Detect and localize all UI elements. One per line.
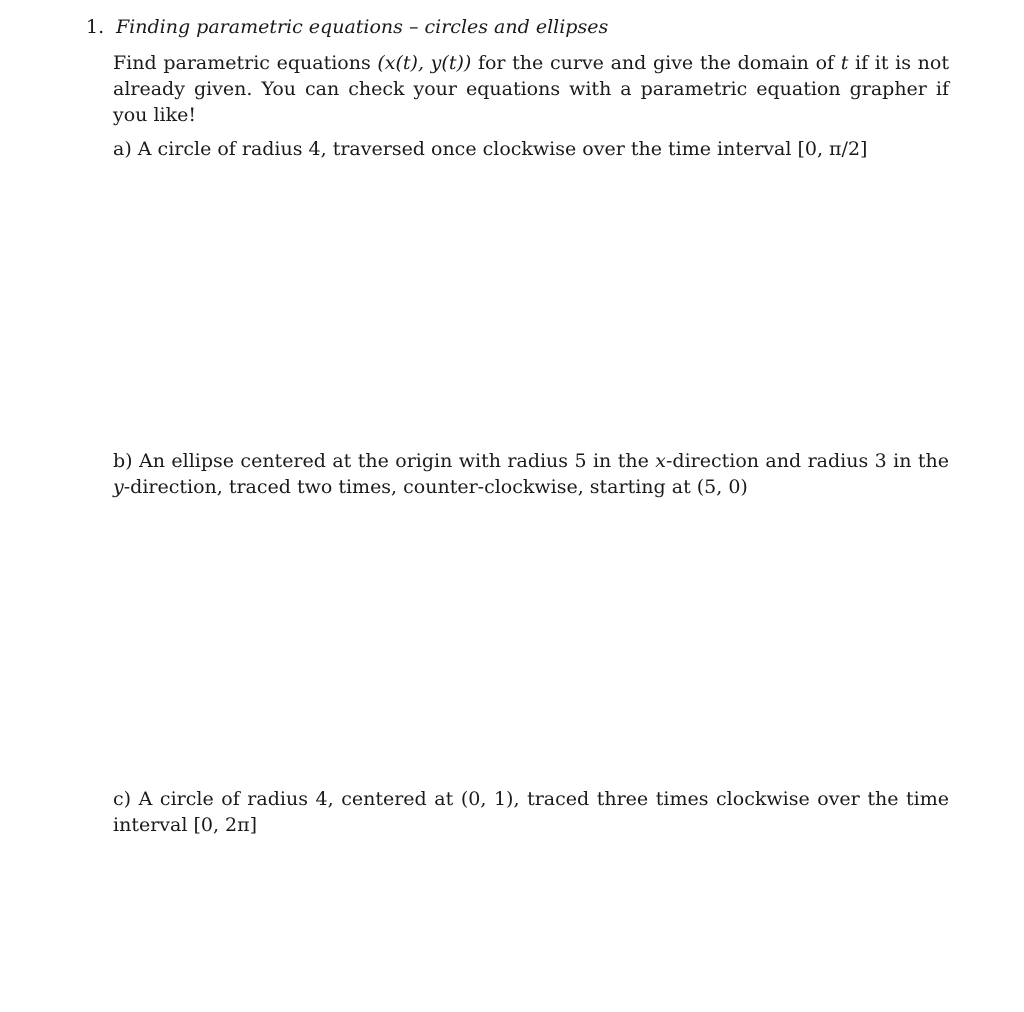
part-b-label: b) xyxy=(113,450,133,472)
intro-math-pair: (x(t), y(t)) xyxy=(377,52,472,74)
intro-math-t: t xyxy=(840,52,849,74)
part-c-text-2: , traced three times clockwise over the time interval xyxy=(113,788,949,836)
part-b-text-2: -direction and radius 3 in the xyxy=(665,450,949,472)
problem-title: Finding parametric equations – circles and ellipses xyxy=(116,16,609,38)
part-b-math-y: y xyxy=(113,476,124,498)
part-a-text: A circle of radius 4, traversed once clockwise over the time interval xyxy=(131,138,798,160)
part-a-interval: [0, π/2] xyxy=(797,138,868,160)
intro-text-1: Find parametric equations xyxy=(113,52,378,74)
part-b-text-1: An ellipse centered at the origin with radius 5 in the xyxy=(132,450,656,472)
intro-text-2: for the curve and give the domain of xyxy=(471,52,841,74)
problem-number: 1. xyxy=(86,16,105,38)
problem-intro xyxy=(113,50,949,128)
part-c-text-1: A circle of radius 4, centered at xyxy=(131,788,461,810)
part-c-interval: [0, 2π] xyxy=(193,814,258,836)
part-b-math-x: x xyxy=(655,450,666,472)
part-b-text-3: -direction, traced two times, counter-clockwise, starting at xyxy=(123,476,697,498)
part-b-point: (5, 0) xyxy=(696,476,748,498)
part-b xyxy=(113,448,949,500)
part-a xyxy=(113,136,949,162)
problem-heading xyxy=(86,14,608,40)
part-c xyxy=(113,786,949,838)
part-c-center: (0, 1) xyxy=(460,788,514,810)
intro-text-3: if it is not already given. You can check your equations with a parametric equation grapher if you like! xyxy=(113,52,949,126)
part-c-label: c) xyxy=(113,788,132,810)
part-a-label: a) xyxy=(113,138,132,160)
